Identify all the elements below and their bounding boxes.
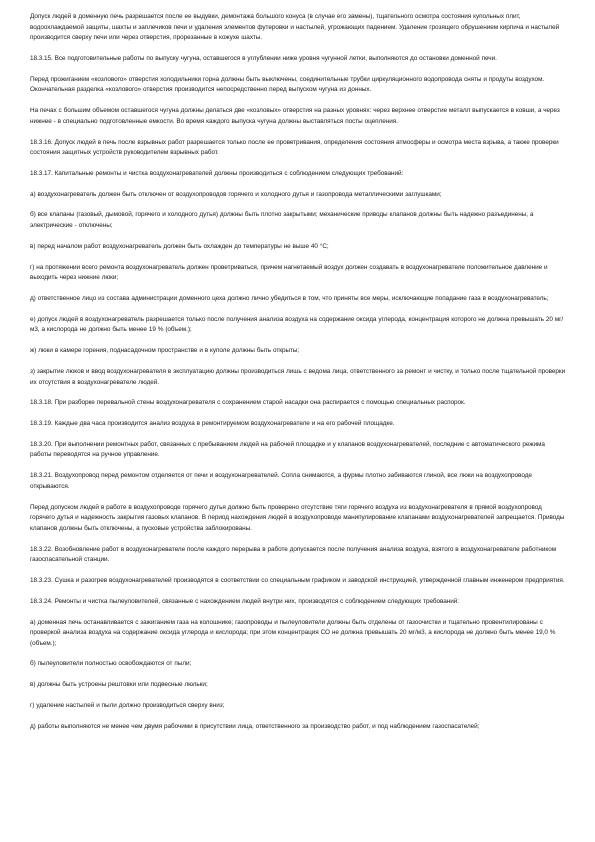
- list-item-a: а) воздухонагреватель должен быть отключен от воздухопроводов горячего и холодного дутья и газопровода металлическими заглушками;: [30, 190, 442, 198]
- paragraph-18-3-17: 18.3.17. Капитальные ремонты и чистка воздухонагревателей должны производиться с соблюдением следующих требований:: [30, 169, 404, 177]
- paragraph-18-3-20: 18.3.20. При выполнении ремонтных работ, связанных с пребыванием людей на рабочей площадке и у клапанов воздухонагревателей, последние с автоматического режима работы переводятся на ручное управление.: [30, 440, 545, 459]
- list-item-z: з) закрытие люков и ввод воздухонагревателя в эксплуатацию должны производиться лишь с ведома лица, ответственного за ремонт и чистку, и только после тщательной проверки их отсутствия в воздухонагревателе людей.: [30, 367, 566, 386]
- list-item-zh: ж) люки в камере горения, поднасадочном пространстве и в куполе должны быть открыты;: [30, 347, 300, 355]
- paragraph-18-3-18: 18.3.18. При разборке перевальной стены воздухонагревателя с сохранением старой насадки она распирается с помощью специальных распорок.: [30, 399, 466, 407]
- list-item-d-pyleulovitel: д) работы выполняются не менее чем двумя рабочими в присутствии лица, ответственного за производство работ, и под наблюдением газоспасателей;: [30, 722, 480, 730]
- list-item-g: г) на протяжении всего ремонта воздухонагреватель должен проветриваться, причем нагнетаемый воздух должен создавать в воздухонагревателе положительное давление и выходить через нижние люки;: [30, 263, 548, 282]
- paragraph-18-3-19: 18.3.19. Каждые два часа производится анализ воздуха в ремонтируемом воздухонагревателе и на его рабочей площадке.: [30, 420, 395, 428]
- list-item-a-pyleulovitel: а) доменная печь останавливается с зажиганием газа на колошнике; газопроводы и пылеуловители должны быть отделены от газоочистки и тщательно провентилированы с проверкой анализа воздуха на содержание оксида углерода и кислорода; при этом концентрация СО не должна превышать 20 мг/м3, а кислорода не должно быть менее 19,0 % (объем.);: [30, 618, 556, 647]
- list-item-v-pyleulovitel: в) должны быть устроены рештовки или подвесные люльки;: [30, 681, 208, 689]
- paragraph-18-3-22: 18.3.22. Возобновление работ в воздухонагревателе после каждого перерыва в работе допускается после получения анализа воздуха, взятого в воздухонагревателе работником газоспасательной станции.: [30, 545, 557, 564]
- list-item-e: е) допуск людей в воздухонагреватель разрешается только после получения анализа воздуха на содержание оксида углерода, концентрация которого не должна превышать 20 мг/м3, а кислорода не должно быть менее 19 % (объем.);: [30, 315, 564, 334]
- paragraph-pechi-dopusk: Допуск людей в доменную печь разрешается после ее выдувки, демонтажа большого конуса (в случае его замены), тщательного осмотра состояния купольных плит, водоохлаждаемой защиты, шахты и заплечиков печи и удаления элементов футеровки и настылей, угрожающих падением. Удаление грозящего обрушением кирпича и настылей производится сверху печи или через отверстия, прорезанные в кожухе шахты.: [30, 13, 560, 42]
- list-item-b-pyleulovitel: б) пылеуловители полностью освобождаются от пыли;: [30, 660, 192, 668]
- list-item-d: д) ответственное лицо из состава администрации доменного цеха должно лично убедиться в том, что приняты все меры, исключающие попадание газа в воздухонагреватель;: [30, 294, 549, 302]
- paragraph-18-3-23: 18.3.23. Сушка и разогрев воздухонагревателей производятся в соответствии со специальным графиком и заводской инструкцией, утвержденной главным инженером предприятия.: [30, 576, 565, 584]
- list-item-g-pyleulovitel: г) удаление настылей и пыли должно производиться сверху вниз;: [30, 702, 225, 710]
- document-body: [30, 12, 567, 743]
- paragraph-kozlovoe-otverstie: Перед прожиганием «козлового» отверстия холодильники горна должны быть выключены, соединительные трубки циркуляционного водопровода сняты и продуты воздухом. Окончательная разделка «козлового» отверстия производится непосредственно перед выпуском чугуна из донных.: [30, 75, 545, 94]
- paragraph-bolshoy-obem: На печах с большим объемом оставшегося чугуна должны делаться две «козловых» отверстия на разных уровнях: через верхнее отверстие металл выпускается в ковши, а через нижнее - в специально подготовленные емкости. Во время каждого выпуска чугуна должны выставляться посты оцепления.: [30, 107, 560, 125]
- paragraph-18-3-24: 18.3.24. Ремонты и чистка пылеуловителей, связанные с нахождением людей внутри них, производятся с соблюдением следующих требований:: [30, 597, 460, 605]
- list-item-v: в) перед началом работ воздухонагреватель должен быть охлажден до температуры не выше 40 °С;: [30, 242, 329, 250]
- paragraph-18-3-15: 18.3.15. Все подготовительные работы по выпуску чугуна, оставшегося в углублении ниже уровня чугунной летки, выполняются до остановки доменной печи.: [30, 54, 497, 62]
- paragraph-18-3-21: 18.3.21. Воздухопровод перед ремонтом отделяется от печи и воздухонагревателей. Сопла снимаются, а фурмы плотно забиваются глиной, все люки на воздухопроводе открываются.: [30, 472, 532, 490]
- paragraph-dopusk-vozduhoprovod: Перед допуском людей в работе в воздухопроводе горячего дутья должно быть проверено отсутствие тяги горячего воздуха из воздухонагревателя в прямой воздухопровод горячего дутья и надежность закрытия газовых клапанов. В период нахождения людей в воздухопроводе манипулирование клапанами воздухонагревателей запрещается. Приводы клапанов должны быть отключены, а пусковые устройства заблокированы.: [30, 503, 565, 532]
- list-item-b: б) все клапаны (газовый, дымовой, горячего и холодного дутья) должны быть плотно закрытыми; механические приводы клапанов должны быть надежно разъединены, а электрические - отключены;: [30, 211, 534, 230]
- paragraph-18-3-16: 18.3.16. Допуск людей в печь после взрывных работ разрешается только после ее проветривания, определения состояния атмосферы и осмотра места взрыва, а также проверки состояния защитных устройств руководителем взрывных работ.: [30, 138, 559, 157]
